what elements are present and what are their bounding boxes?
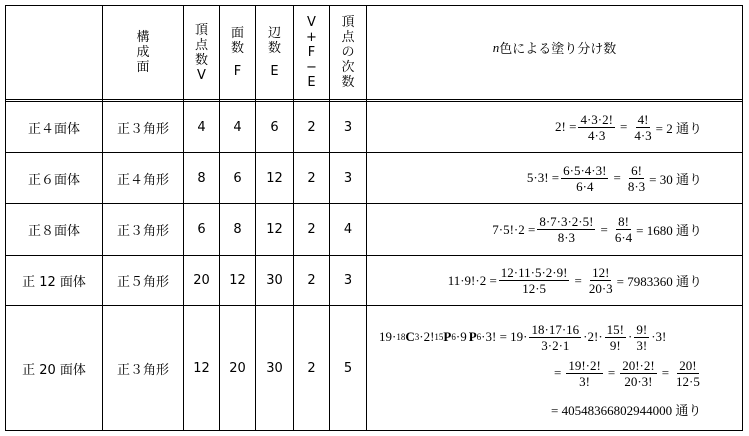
face-count: 12 [229, 273, 246, 288]
euler-value: 2 [307, 222, 316, 237]
vertex-count: 20 [193, 273, 210, 288]
face-shape: 正３角形 [116, 362, 169, 378]
header-coloring: n 色による塗り分け数 [492, 39, 617, 57]
face-count: 6 [233, 170, 242, 186]
face-shape: 正３角形 [116, 224, 169, 239]
vertex-count: 4 [197, 119, 206, 135]
euler-value: 2 [307, 273, 316, 288]
solid-name: 正６面体 [27, 172, 80, 188]
solid-name: 正８面体 [27, 224, 80, 239]
coloring-formula: 11·9!·2 = $\frac{12\cdot 11\cdot 5\cdot 2\cdot 9!}{12\cdot 5}$ = $\frac{12!}{20\cdot 3}$ = 7983360 通り [447, 265, 702, 296]
vertex-count: 8 [197, 170, 206, 186]
edge-count: 12 [266, 222, 283, 237]
vertex-degree: 3 [343, 119, 353, 135]
header-euler: V + F − E [306, 15, 317, 90]
edge-count: 6 [270, 119, 279, 135]
vertex-degree: 3 [343, 273, 353, 288]
face-count: 4 [233, 119, 242, 135]
euler-value: 2 [307, 119, 316, 135]
header-faces: 面 数 F [230, 26, 244, 79]
vertex-count: 6 [197, 222, 206, 237]
face-shape: 正５角形 [116, 275, 169, 290]
face-shape: 正３角形 [116, 121, 169, 137]
icosa-formula-line-1: 19· 18 C 3 ·2! 15 P 6 ·9 P 6 ·3! = 19· $\frac{18\cdot 17\cdot 16}{3\cdot 2\cdot 1}$ ·2!· $\frac{15!}{9!}$ · $\frac{9!}{3!}$ ·3! [379, 321, 667, 353]
solid-name: 正４面体 [27, 121, 80, 137]
polyhedra-table [5, 5, 743, 431]
edge-count: 30 [266, 273, 283, 288]
icosa-formula-line-2: = $\frac{19!\cdot 2!}{3!}$ = $\frac{20!\cdot 2!}{20\cdot 3!}$ = $\frac{20!}{12\cdot 5}$ [554, 357, 700, 389]
coloring-formula: 5·3! = $\frac{6\cdot 5\cdot 4\cdot 3!}{6\cdot 4}$ = $\frac{6!}{8\cdot 3}$ = 30 通り [526, 162, 702, 194]
solid-name: 正 20 面体 [22, 362, 86, 378]
vertex-degree: 3 [343, 170, 353, 186]
coloring-formula: 2! = $\frac{4\cdot 3\cdot 2!}{4\cdot 3}$ = $\frac{4!}{4\cdot 3}$ = 2 通り [555, 111, 702, 143]
coloring-formula: 7·5!·2 = $\frac{8\cdot 7\cdot 3\cdot 2\cdot 5!}{8\cdot 3}$ = $\frac{8!}{6\cdot 4}$ = 1680 通り [492, 214, 702, 245]
face-count: 20 [229, 360, 246, 376]
face-count: 8 [233, 222, 242, 237]
face-shape: 正４角形 [116, 172, 169, 188]
header-vertices: 頂 点 数 V [194, 22, 208, 83]
header-edges: 辺 数 E [267, 26, 281, 79]
icosa-formula-result: = 40548366802944000 通り [551, 402, 702, 418]
solid-name: 正 12 面体 [22, 275, 86, 290]
vertex-degree: 5 [343, 360, 353, 376]
header-composition-face: 構 成 面 [136, 30, 150, 75]
euler-value: 2 [307, 170, 316, 186]
edge-count: 12 [266, 170, 283, 186]
euler-value: 2 [307, 360, 316, 376]
vertex-count: 12 [193, 360, 210, 376]
edge-count: 30 [266, 360, 283, 376]
vertex-degree: 4 [343, 222, 353, 237]
header-vertex-degree: 頂 点 の 次 数 [341, 15, 355, 90]
